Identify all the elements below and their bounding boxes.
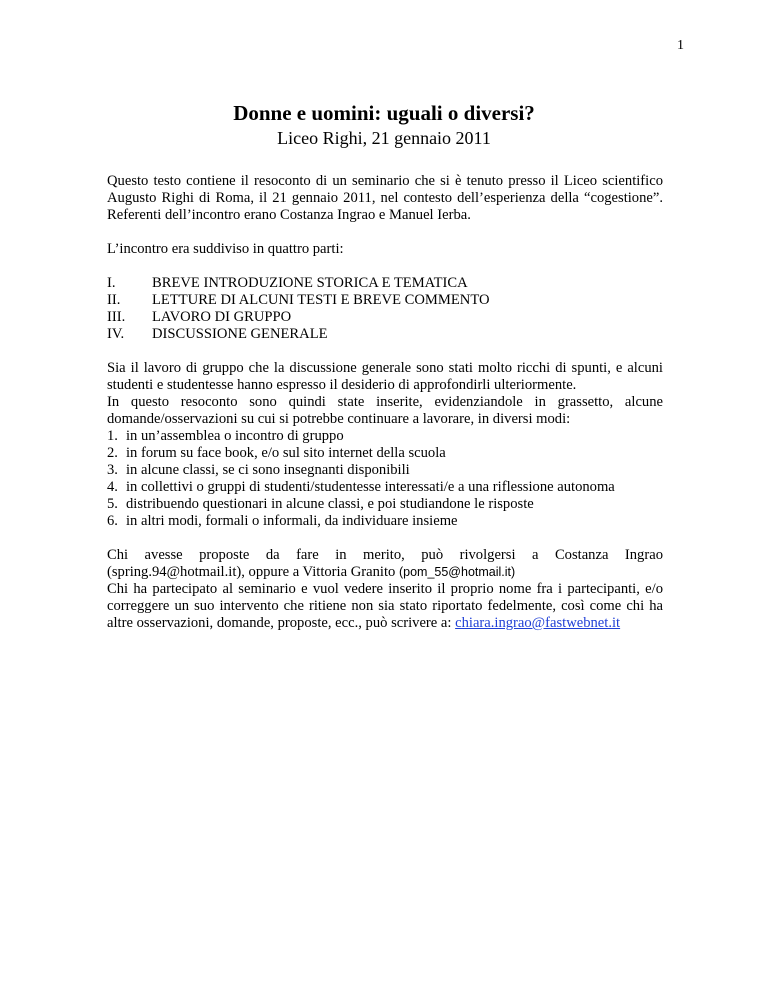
list-item-text: in collettivi o gruppi di studenti/studentesse interessati/e a una riflessione autonoma bbox=[126, 479, 615, 495]
ways-list bbox=[107, 428, 663, 530]
document-body bbox=[107, 173, 663, 632]
list-item bbox=[107, 292, 663, 309]
intro-paragraph: Questo testo contiene il resoconto di un seminario che si è tenuto presso il Liceo scientifico Augusto Righi di Roma, il 21 gennaio 2011, nel contesto dell’esperienza della “cogestione”. Referenti dell’incontro erano Costanza Ingrao e Manuel Ierba. bbox=[107, 173, 663, 223]
list-item-number: III. bbox=[107, 309, 126, 325]
list-item-number: II. bbox=[107, 292, 121, 308]
list-item bbox=[107, 275, 663, 292]
list-item bbox=[107, 462, 663, 479]
list-item-number: 5. bbox=[107, 496, 118, 512]
contact-text: Chi avesse proposte da fare in merito, può rivolgersi a Costanza Ingrao (spring.94@hotmail.it), oppure a Vittoria Granito bbox=[107, 547, 663, 580]
list-item-number: 6. bbox=[107, 513, 118, 529]
list-item-number: IV. bbox=[107, 326, 125, 342]
list-item bbox=[107, 496, 663, 513]
list-item-number: I. bbox=[107, 275, 116, 291]
list-item-text: in altri modi, formali o informali, da individuare insieme bbox=[126, 513, 458, 529]
paragraph-summary: In questo resoconto sono quindi state inserite, evidenziandole in grassetto, alcune domande/osservazioni su cui si potrebbe continuare a lavorare, in diversi modi: bbox=[107, 394, 663, 427]
list-item-number: 1. bbox=[107, 428, 118, 444]
feedback-email-link[interactable]: chiara.ingrao@fastwebnet.it bbox=[455, 615, 621, 631]
list-item-text: LETTURE DI ALCUNI TESTI E BREVE COMMENTO bbox=[152, 292, 490, 308]
list-item bbox=[107, 309, 663, 326]
list-item bbox=[107, 513, 663, 530]
list-item bbox=[107, 479, 663, 496]
list-item-number: 3. bbox=[107, 462, 118, 478]
list-item-text: in forum su face book, e/o sul sito internet della scuola bbox=[126, 445, 446, 461]
document-subtitle: Liceo Righi, 21 gennaio 2011 bbox=[277, 128, 491, 148]
list-item-text: LAVORO DI GRUPPO bbox=[152, 309, 292, 325]
title-block bbox=[0, 100, 768, 150]
list-item bbox=[107, 326, 663, 343]
list-item-text: DISCUSSIONE GENERALE bbox=[152, 326, 328, 342]
list-item bbox=[107, 445, 663, 462]
list-item-number: 2. bbox=[107, 445, 118, 461]
feedback-paragraph bbox=[107, 581, 663, 632]
parts-list bbox=[107, 275, 663, 343]
list-item-text: in un’assemblea o incontro di gruppo bbox=[126, 428, 344, 444]
paragraph-interest: Sia il lavoro di gruppo che la discussione generale sono stati molto ricchi di spunti, e alcuni studenti e studentesse hanno espresso il desiderio di approfondirli ulteriormente. bbox=[107, 360, 663, 393]
list-item-number: 4. bbox=[107, 479, 118, 495]
page-number: 1 bbox=[677, 38, 684, 53]
feedback-text: Chi ha partecipato al seminario e vuol vedere inserito il proprio nome fra i partecipanti, e/o correggere un suo intervento che ritiene non sia stato riportato fedelmente, così come chi ha altre osservazioni, domande, proposte, ecc., può scrivere a: bbox=[107, 581, 663, 631]
parts-intro: L’incontro era suddiviso in quattro parti: bbox=[107, 241, 344, 257]
document-title: Donne e uomini: uguali o diversi? bbox=[233, 101, 535, 125]
list-item-text: BREVE INTRODUZIONE STORICA E TEMATICA bbox=[152, 275, 468, 291]
list-item-text: distribuendo questionari in alcune classi, e poi studiandone le risposte bbox=[126, 496, 534, 512]
list-item bbox=[107, 428, 663, 445]
list-item-text: in alcune classi, se ci sono insegnanti disponibili bbox=[126, 462, 410, 478]
contact-email: (pom_55@hotmail.it) bbox=[398, 565, 516, 579]
contact-paragraph bbox=[107, 547, 663, 581]
